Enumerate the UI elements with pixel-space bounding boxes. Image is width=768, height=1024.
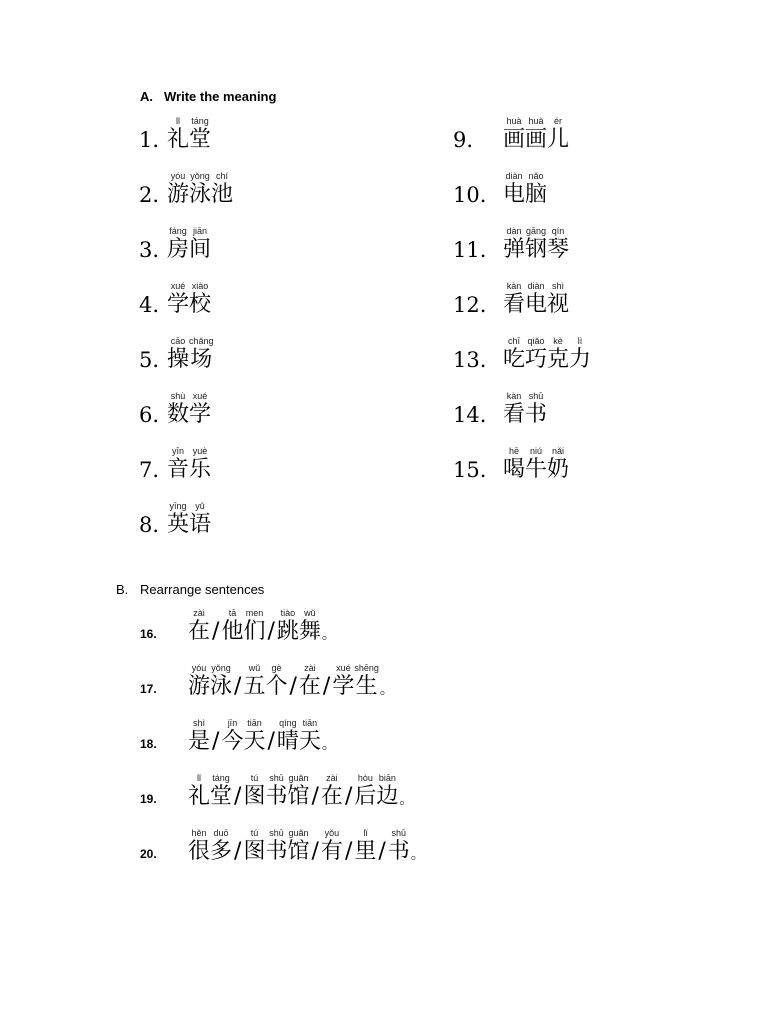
pinyin: zài <box>326 773 338 783</box>
pinyin: nǎo <box>528 171 544 181</box>
sentence <box>188 773 413 810</box>
character-with-pinyin <box>188 773 210 810</box>
character-with-pinyin <box>287 773 309 810</box>
word <box>167 281 211 318</box>
character-with-pinyin <box>189 171 211 208</box>
character-with-pinyin <box>569 336 591 373</box>
section-b-letter: B. <box>116 582 129 597</box>
pinyin: lì <box>577 336 583 346</box>
hanzi: 间 <box>189 237 212 262</box>
character-with-pinyin <box>243 663 265 700</box>
pinyin: shì <box>552 281 565 291</box>
word <box>167 116 211 153</box>
character-with-pinyin <box>189 116 211 153</box>
character-with-pinyin <box>167 501 189 538</box>
word <box>167 171 233 208</box>
pinyin: shū <box>269 773 284 783</box>
character-with-pinyin <box>211 171 233 208</box>
character-with-pinyin <box>167 226 189 263</box>
hanzi: 五 <box>243 674 266 699</box>
character-with-pinyin <box>376 773 398 810</box>
item-number: 1. <box>139 128 160 152</box>
character-with-pinyin <box>547 281 569 318</box>
sentence <box>188 663 394 700</box>
item-number: 2. <box>139 183 160 207</box>
character-with-pinyin <box>547 226 569 263</box>
hanzi: 操 <box>167 347 190 372</box>
separator: / <box>267 729 275 754</box>
character-with-pinyin <box>188 608 210 645</box>
sentence-item <box>140 608 336 645</box>
character-with-pinyin <box>287 828 309 865</box>
character-with-pinyin <box>167 116 189 153</box>
hanzi: 语 <box>189 512 212 537</box>
pinyin: qíng <box>279 718 297 728</box>
pinyin: qín <box>551 226 565 236</box>
character-with-pinyin <box>503 171 525 208</box>
character-with-pinyin <box>210 663 232 700</box>
pinyin: tiān <box>247 718 262 728</box>
pinyin: shì <box>193 718 206 728</box>
character-with-pinyin <box>210 828 232 865</box>
hanzi: 奶 <box>547 457 570 482</box>
character-with-pinyin <box>189 391 211 428</box>
pinyin: shù <box>170 391 186 401</box>
hanzi: 跳 <box>276 619 299 644</box>
character-with-pinyin <box>167 171 189 208</box>
hanzi: 视 <box>547 292 570 317</box>
character-with-pinyin <box>265 828 287 865</box>
vocab-item <box>139 446 211 483</box>
character-with-pinyin <box>265 773 287 810</box>
character-with-pinyin <box>354 663 379 700</box>
hanzi: 场 <box>190 347 213 372</box>
character-with-pinyin <box>503 446 525 483</box>
vocab-item <box>139 391 211 428</box>
character-with-pinyin <box>210 773 232 810</box>
pinyin: cāo <box>170 336 186 346</box>
hanzi: 电 <box>525 292 548 317</box>
hanzi: 堂 <box>189 127 212 152</box>
separator: / <box>267 619 275 644</box>
pinyin: diàn <box>527 281 545 291</box>
character-with-pinyin <box>188 718 210 755</box>
pinyin: niú <box>530 446 543 456</box>
full-stop: 。 <box>399 792 414 808</box>
pinyin: hòu <box>357 773 373 783</box>
character-with-pinyin <box>503 116 525 153</box>
character-with-pinyin <box>299 663 321 700</box>
separator: / <box>344 839 353 864</box>
sentence <box>188 828 425 865</box>
pinyin: huà <box>506 116 522 126</box>
vocab-item <box>453 171 547 208</box>
pinyin: lǐ <box>363 828 368 838</box>
character-with-pinyin <box>243 608 265 645</box>
vocab-item <box>139 116 211 153</box>
character-with-pinyin <box>189 226 211 263</box>
pinyin: men <box>245 608 264 618</box>
item-number: 5. <box>139 348 160 372</box>
character-with-pinyin <box>189 336 214 373</box>
separator: / <box>311 784 319 809</box>
character-with-pinyin <box>321 773 343 810</box>
hanzi: 堂 <box>210 784 233 809</box>
item-number: 10. <box>453 183 487 207</box>
hanzi: 图 <box>243 839 266 864</box>
pinyin: ér <box>554 116 563 126</box>
hanzi: 看 <box>503 292 526 317</box>
word <box>503 116 569 153</box>
hanzi: 看 <box>503 402 526 427</box>
item-number: 15. <box>453 458 487 482</box>
pinyin: wǔ <box>248 663 261 673</box>
pinyin: gè <box>271 663 282 673</box>
hanzi: 图 <box>243 784 266 809</box>
character-with-pinyin <box>265 663 287 700</box>
hanzi: 电 <box>503 182 526 207</box>
sentence-item <box>140 828 425 865</box>
character-with-pinyin <box>189 446 211 483</box>
character-with-pinyin <box>503 336 525 373</box>
vocab-item <box>453 116 569 153</box>
character-with-pinyin <box>221 718 243 755</box>
item-number: 8. <box>139 513 160 537</box>
pinyin: hē <box>509 446 520 456</box>
section-a-heading <box>140 89 276 104</box>
hanzi: 弹 <box>503 237 526 262</box>
character-with-pinyin <box>189 501 211 538</box>
vocab-item <box>453 336 591 373</box>
hanzi: 书 <box>265 839 288 864</box>
pinyin: guǎn <box>288 828 309 838</box>
pinyin: shū <box>391 828 407 838</box>
hanzi: 琴 <box>547 237 570 262</box>
word <box>503 446 569 483</box>
vocab-item <box>453 226 569 263</box>
hanzi: 游 <box>188 674 211 699</box>
character-with-pinyin <box>167 336 189 373</box>
character-with-pinyin <box>299 718 321 755</box>
hanzi: 学 <box>167 292 190 317</box>
item-number: 16. <box>140 627 157 641</box>
pinyin: yóu <box>170 171 186 181</box>
character-with-pinyin <box>243 828 265 865</box>
hanzi: 在 <box>320 784 343 809</box>
pinyin: gāng <box>526 226 547 236</box>
character-with-pinyin <box>277 718 299 755</box>
hanzi: 个 <box>265 674 288 699</box>
pinyin: chí <box>216 171 229 181</box>
character-with-pinyin <box>243 773 265 810</box>
pinyin: hěn <box>191 828 207 838</box>
separator: / <box>378 839 386 864</box>
separator: / <box>234 784 242 809</box>
hanzi: 乐 <box>189 457 212 482</box>
separator: / <box>234 674 242 699</box>
sentence-item <box>140 718 336 755</box>
character-with-pinyin <box>189 281 211 318</box>
pinyin: tiān <box>302 718 318 728</box>
hanzi: 音 <box>167 457 190 482</box>
hanzi: 钢 <box>525 237 548 262</box>
sentence-item <box>140 663 394 700</box>
separator: / <box>289 674 297 699</box>
character-with-pinyin <box>167 281 189 318</box>
pinyin: fáng <box>169 226 187 236</box>
hanzi: 力 <box>569 347 592 372</box>
character-with-pinyin <box>503 391 525 428</box>
character-with-pinyin <box>243 718 265 755</box>
vocab-item <box>139 501 211 538</box>
character-with-pinyin <box>525 281 547 318</box>
character-with-pinyin <box>221 608 243 645</box>
pinyin: zài <box>304 663 316 673</box>
word <box>503 281 569 318</box>
hanzi: 舞 <box>298 619 321 644</box>
pinyin: kàn <box>506 391 522 401</box>
hanzi: 巧 <box>525 347 548 372</box>
hanzi: 儿 <box>547 127 570 152</box>
section-b-title: Rearrange sentences <box>140 582 265 597</box>
character-with-pinyin <box>503 226 525 263</box>
pinyin: yǒu <box>324 828 340 838</box>
pinyin: jīn <box>227 718 238 728</box>
hanzi: 馆 <box>287 784 310 809</box>
word <box>503 336 591 373</box>
pinyin: yuè <box>192 446 208 456</box>
separator: / <box>311 839 319 864</box>
character-with-pinyin <box>332 663 354 700</box>
hanzi: 晴 <box>276 729 299 754</box>
character-with-pinyin <box>388 828 410 865</box>
vocab-item <box>453 391 547 428</box>
pinyin: kàn <box>506 281 522 291</box>
item-number: 12. <box>453 293 487 317</box>
word <box>503 226 569 263</box>
item-number: 20. <box>140 847 157 861</box>
separator: / <box>322 674 331 699</box>
hanzi: 书 <box>387 839 410 864</box>
pinyin: yīng <box>169 501 187 511</box>
hanzi: 有 <box>320 839 343 864</box>
word <box>167 501 211 538</box>
pinyin: huà <box>528 116 544 126</box>
hanzi: 脑 <box>525 182 548 207</box>
separator: / <box>234 839 242 864</box>
hanzi: 馆 <box>287 839 310 864</box>
pinyin: duō <box>213 828 229 838</box>
pinyin: xué <box>170 281 186 291</box>
sentence-item <box>140 773 413 810</box>
hanzi: 天 <box>243 729 266 754</box>
pinyin: chī <box>508 336 521 346</box>
item-number: 4. <box>139 293 160 317</box>
hanzi: 牛 <box>525 457 548 482</box>
pinyin: tiào <box>280 608 296 618</box>
vocab-item <box>139 171 233 208</box>
hanzi: 今 <box>221 729 244 754</box>
hanzi: 是 <box>188 729 211 754</box>
character-with-pinyin <box>525 446 547 483</box>
pinyin: xué <box>192 391 208 401</box>
separator: / <box>212 729 220 754</box>
character-with-pinyin <box>503 281 525 318</box>
hanzi: 校 <box>189 292 212 317</box>
pinyin: yǔ <box>195 501 205 511</box>
item-number: 18. <box>140 737 157 751</box>
hanzi: 礼 <box>167 127 190 152</box>
word <box>167 226 211 263</box>
pinyin: yīn <box>172 446 185 456</box>
pinyin: lǐ <box>197 773 201 783</box>
character-with-pinyin <box>525 391 547 428</box>
hanzi: 喝 <box>503 457 526 482</box>
section-a-title: Write the meaning <box>164 89 277 104</box>
word <box>167 391 211 428</box>
vocab-item <box>139 336 214 373</box>
item-number: 14. <box>453 403 487 427</box>
hanzi: 书 <box>525 402 548 427</box>
item-number: 11. <box>453 238 487 262</box>
pinyin: shēng <box>354 663 379 673</box>
word <box>503 391 547 428</box>
sentence <box>188 608 336 645</box>
hanzi: 画 <box>525 127 548 152</box>
vocab-item <box>139 226 211 263</box>
character-with-pinyin <box>525 336 547 373</box>
pinyin: chǎng <box>189 336 214 346</box>
pinyin: wǔ <box>304 608 316 618</box>
hanzi: 游 <box>167 182 190 207</box>
pinyin: tú <box>250 773 259 783</box>
item-number: 9. <box>453 128 474 152</box>
pinyin: shū <box>269 828 284 838</box>
vocab-item <box>453 281 569 318</box>
section-a-letter: A. <box>140 89 153 104</box>
word <box>503 171 547 208</box>
pinyin: táng <box>212 773 230 783</box>
hanzi: 房 <box>167 237 190 262</box>
sentence <box>188 718 336 755</box>
section-b-heading <box>116 582 264 597</box>
pinyin: xué <box>336 663 351 673</box>
pinyin: xiào <box>191 281 209 291</box>
hanzi: 很 <box>188 839 211 864</box>
pinyin: kè <box>553 336 563 346</box>
separator: / <box>344 784 353 809</box>
hanzi: 生 <box>355 674 378 699</box>
character-with-pinyin <box>547 446 569 483</box>
word <box>167 336 214 373</box>
hanzi: 数 <box>167 402 190 427</box>
character-with-pinyin <box>188 828 210 865</box>
full-stop: 。 <box>410 847 425 863</box>
pinyin: nǎi <box>552 446 565 456</box>
hanzi: 克 <box>547 347 570 372</box>
vocab-item <box>453 446 569 483</box>
hanzi: 天 <box>298 729 321 754</box>
hanzi: 后 <box>354 784 377 809</box>
item-number: 17. <box>140 682 157 696</box>
item-number: 6. <box>139 403 160 427</box>
character-with-pinyin <box>188 663 210 700</box>
pinyin: yǒng <box>211 663 231 673</box>
pinyin: biān <box>378 773 396 783</box>
character-with-pinyin <box>299 608 321 645</box>
pinyin: qiǎo <box>527 336 545 346</box>
pinyin: lǐ <box>176 116 180 126</box>
hanzi: 边 <box>376 784 399 809</box>
hanzi: 在 <box>188 619 211 644</box>
character-with-pinyin <box>547 336 569 373</box>
full-stop: 。 <box>379 682 394 698</box>
hanzi: 泳 <box>189 182 212 207</box>
word <box>167 446 211 483</box>
hanzi: 泳 <box>210 674 233 699</box>
hanzi: 英 <box>167 512 190 537</box>
item-number: 7. <box>139 458 160 482</box>
full-stop: 。 <box>321 737 336 753</box>
pinyin: táng <box>191 116 209 126</box>
character-with-pinyin <box>167 446 189 483</box>
full-stop: 。 <box>321 627 336 643</box>
hanzi: 吃 <box>503 347 526 372</box>
character-with-pinyin <box>277 608 299 645</box>
hanzi: 他 <box>221 619 244 644</box>
character-with-pinyin <box>525 171 547 208</box>
hanzi: 池 <box>211 182 234 207</box>
vocab-item <box>139 281 211 318</box>
pinyin: diàn <box>505 171 523 181</box>
pinyin: yóu <box>191 663 207 673</box>
character-with-pinyin <box>321 828 343 865</box>
hanzi: 画 <box>503 127 526 152</box>
hanzi: 在 <box>298 674 321 699</box>
pinyin: zài <box>193 608 205 618</box>
pinyin: dàn <box>506 226 522 236</box>
item-number: 3. <box>139 238 160 262</box>
hanzi: 书 <box>265 784 288 809</box>
item-number: 13. <box>453 348 487 372</box>
hanzi: 多 <box>210 839 233 864</box>
character-with-pinyin <box>547 116 569 153</box>
character-with-pinyin <box>354 828 376 865</box>
hanzi: 学 <box>332 674 355 699</box>
hanzi: 里 <box>354 839 377 864</box>
character-with-pinyin <box>167 391 189 428</box>
separator: / <box>212 619 220 644</box>
pinyin: shū <box>528 391 544 401</box>
hanzi: 们 <box>243 619 266 644</box>
pinyin: yǒng <box>190 171 210 181</box>
item-number: 19. <box>140 792 157 806</box>
character-with-pinyin <box>525 226 547 263</box>
character-with-pinyin <box>354 773 376 810</box>
pinyin: tā <box>228 608 237 618</box>
pinyin: tú <box>250 828 259 838</box>
hanzi: 学 <box>189 402 212 427</box>
character-with-pinyin <box>525 116 547 153</box>
pinyin: jiān <box>193 226 208 236</box>
hanzi: 礼 <box>188 784 211 809</box>
pinyin: guǎn <box>288 773 309 783</box>
